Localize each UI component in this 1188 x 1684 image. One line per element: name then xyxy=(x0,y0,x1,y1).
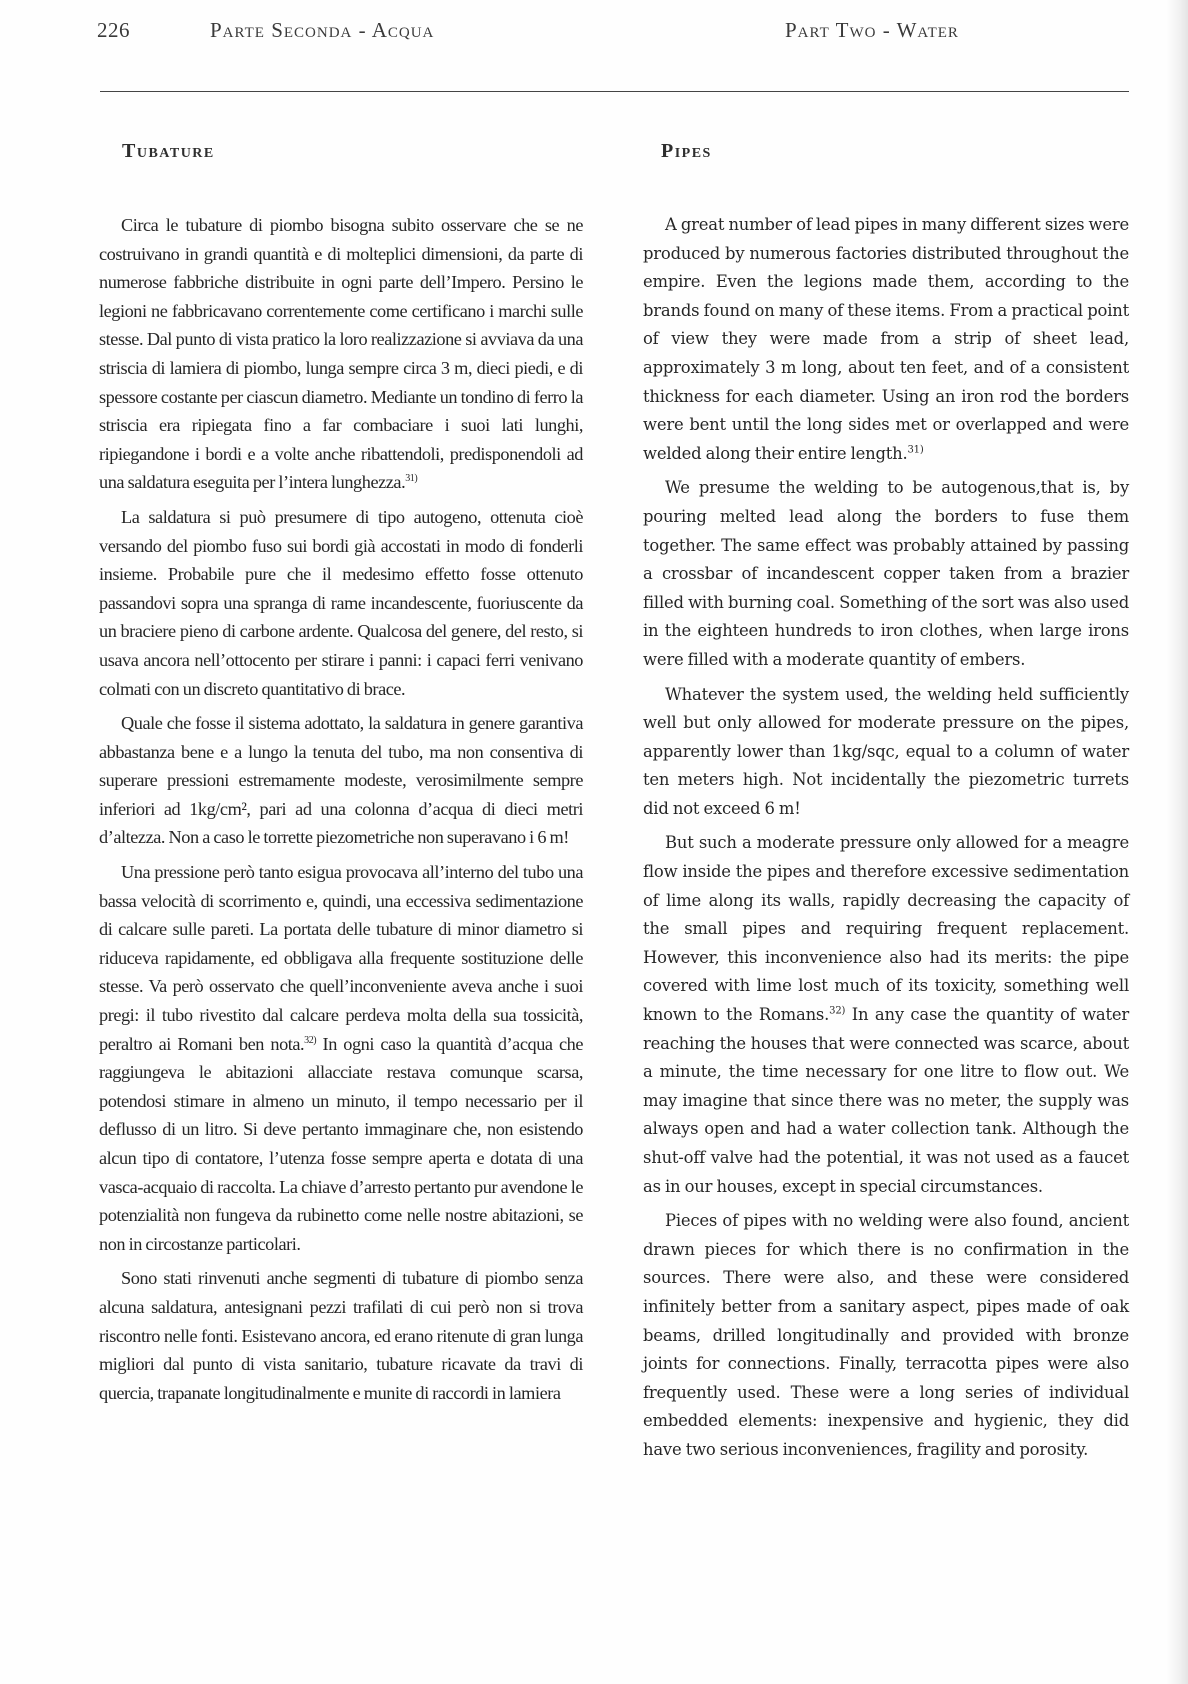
paragraph-text: Circa le tubature di piombo bisogna subito osservare che se ne costruivano in grandi quantità e di molteplici dimensioni, da parte di numerose fabbriche distribuite in ogni parte dell’Impero. Persino le legioni ne fabbricavano correntemente come certificano i marchi sulle stesse. Dal punto di vista pratico la loro realizzazione si avviava da una striscia di lamiera di piombo, lunga sempre circa 3 m, dieci piedi, e di spessore costante per ciascun diametro. Mediante un tondino di ferro la striscia era ripiegata fino a far combaciare i suoi lati lunghi, ripiegandone i bordi e a volte anche ribattendoli, predisponendoli ad una saldatura eseguita per l’intera lunghezza. xyxy=(99,215,583,493)
paragraph xyxy=(643,474,1129,674)
paragraph xyxy=(99,211,583,497)
paragraph-text: Sono stati rinvenuti anche segmenti di tubature di piombo senza alcuna saldatura, antesignani pezzi trafilati di cui però non si trova riscontro nelle fonti. Esistevano ancora, ed erano ritenute di gran lunga migliori dal punto di vista sanitario, tubature ricavate da travi di quercia, trapanate longitudinalmente e munite di raccordi in lamiera xyxy=(99,1268,583,1403)
running-head-italian: Parte Seconda - Acqua xyxy=(210,18,435,42)
running-head xyxy=(0,18,1188,48)
footnote-ref: 32) xyxy=(304,1034,317,1046)
footnote-ref: 31) xyxy=(907,444,924,456)
paragraph-text: Quale che fosse il sistema adottato, la saldatura in genere garantiva abbastanza bene e a lungo la tenuta del tubo, ma non consentiva di superare pressioni estremamente modeste, verosimilmente sempre inferiori ad 1kg/cm², pari ad una colonna d’acqua di dieci metri d’altezza. Non a caso le torrette piezometriche non superavano i 6 m! xyxy=(99,713,583,848)
paragraph-text: Whatever the system used, the welding held sufficiently well but only allowed for moderate pressure on the pipes, apparently lower than 1kg/sqc, equal to a column of water ten meters high. Not incidentally the piezometric turrets did not exceed 6 m! xyxy=(643,684,1129,818)
paragraph-text: A great number of lead pipes in many different sizes were produced by numerous factories distributed throughout the empire. Even the legions made them, according to the brands found on many of these items. From a practical point of view they were made from a strip of sheet lead, approximately 3 m long, about ten feet, and of a consistent thickness for each diameter. Using an iron rod the borders were bent until the long sides met or overlapped and were welded along their entire length. xyxy=(643,215,1129,463)
paragraph xyxy=(99,858,583,1258)
paragraph xyxy=(99,503,583,703)
paragraph-text: We presume the welding to be autogenous,that is, by pouring melted lead along the borders to fuse them together. The same effect was probably attained by passing a crossbar of incandescent copper taken from a brazier filled with burning coal. Something of the sort was also used in the eighteen hundreds to iron clothes, when large irons were filled with a moderate quantity of embers. xyxy=(643,478,1129,669)
page-number: 226 xyxy=(97,18,130,42)
header-divider xyxy=(100,91,1129,92)
section-title-english: Pipes xyxy=(661,140,712,162)
paragraph-text: La saldatura si può presumere di tipo autogeno, ottenuta cioè versando del piombo fuso sui bordi già accostati in modo di fonderli insieme. Probabile pure che il medesimo effetto fosse ottenuto passandovi sopra una spranga di rame incandescente, fuoriuscente da un braciere pieno di carbone ardente. Qualcosa del genere, del resto, si usava ancora nell’ottocento per stirare i panni: i capaci ferri venivano colmati con un discreto quantitativo di brace. xyxy=(99,506,583,699)
footnote-ref: 32) xyxy=(829,1005,846,1017)
section-title-italian: Tubature xyxy=(122,140,215,162)
english-column xyxy=(643,133,1129,1471)
paragraph xyxy=(643,681,1129,824)
paragraph xyxy=(643,829,1129,1201)
running-head-english: Part Two - Water xyxy=(785,18,959,42)
footnote-ref: 31) xyxy=(405,473,418,485)
paragraph-text: Pieces of pipes with no welding were also found, ancient drawn pieces for which there is no confirmation in the sources. There were also, and these were considered infinitely better from a sanitary aspect, pipes made of oak beams, drilled longitudinally and provided with bronze joints for connections. Finally, terracotta pipes were also frequently used. These were a long series of individual embedded elements: inexpensive and hygienic, they did have two serious inconveniences, fragility and porosity. xyxy=(643,1211,1129,1459)
paragraph xyxy=(99,709,583,852)
paragraph-text: But such a moderate pressure only allowed for a meagre flow inside the pipes and therefore excessive sedimentation of lime along its walls, rapidly decreasing the capacity of the small pipes and requiring frequent replacement. However, this inconvenience also had its merits: the pipe covered with lime lost much of its toxicity, something well known to the Romans. xyxy=(643,833,1129,1025)
page-edge-shadow xyxy=(1166,0,1188,1684)
paragraph-text: Una pressione però tanto esigua provocava all’interno del tubo una bassa velocità di scorrimento e, quindi, una eccessiva sedimentazione di calcare sulle pareti. La portata delle tubature di minor diametro si riduceva rapidamente, ed obbligava alla frequente sostituzione delle stesse. Va però osservato che quell’inconveniente aveva anche i suoi pregi: il tubo rivestito dal calcare perdeva molta della sua tossicità, peraltro ai Romani ben nota. xyxy=(99,862,583,1054)
paragraph xyxy=(99,1264,583,1407)
paragraph-text-continued: In any case the quantity of water reaching the houses that were connected was scarce, about a minute, the time necessary for one litre to flow out. We may imagine that since there was no meter, the supply was always open and had a water collection tank. Although the shut-off valve had the potential, it was not used as a faucet as in our houses, except in special circumstances. xyxy=(643,1005,1129,1196)
paragraph xyxy=(643,211,1129,468)
paragraph xyxy=(643,1207,1129,1464)
paragraph-text-continued: In ogni caso la quantità d’acqua che raggiungeva le abitazioni allacciate restava comunque scarsa, potendosi stimare in almeno un minuto, il tempo necessario per il deflusso di un litro. Si deve pertanto immaginare che, non esistendo alcun tipo di contatore, l’utenza fosse sempre aperta e dotata di una vasca-acquaio di raccolta. La chiave d’arresto pertanto pur avendone le potenzialità non fungeva da rubinetto come nelle nostre abitazioni, se non in circostanze particolari. xyxy=(99,1033,583,1254)
italian-column xyxy=(99,133,583,1413)
